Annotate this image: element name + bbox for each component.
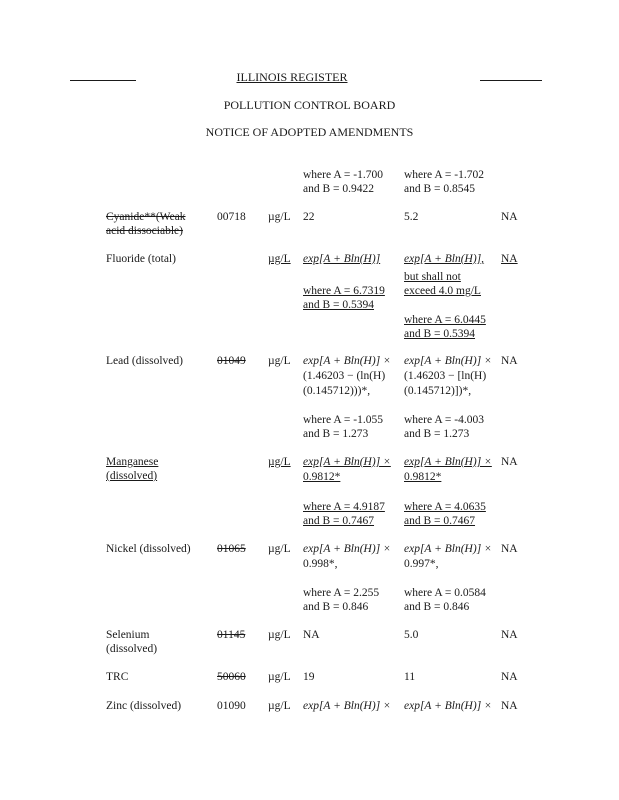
row-selenium-a: NA [303,629,320,641]
row-lead-name: Lead (dissolved) [106,355,183,367]
row-fluoride-name: Fluoride (total) [106,253,176,265]
row-selenium-name: Selenium [106,629,150,641]
row-fluoride-a: exp[A + Bln(H)] [303,253,381,265]
row-zinc-b: exp[A + Bln(H)] × [404,700,492,712]
row-zinc-name: Zinc (dissolved) [106,700,182,712]
row-trc-b: 11 [404,671,416,683]
row-lead-b1: exp[A + Bln(H)] × [404,355,492,367]
row-manganese-a-where1: where A = 4.9187 [303,501,385,513]
row-nickel-a1: exp[A + Bln(H)] × [303,543,391,555]
row-manganese-c: NA [501,456,518,468]
header-rule-left [70,80,136,81]
row-cyanide-c: NA [501,211,518,223]
row-lead-a-where1: where A = -1.055 [303,414,383,426]
row-selenium-code: 01145 [217,629,246,641]
top-col-b-line1: where A = -1.702 [404,169,484,181]
row-lead-a2: (1.46203 − (ln(H) [303,370,386,382]
row-lead-a3: (0.145712)))*, [303,385,371,397]
row-manganese-name2: (dissolved) [106,470,158,482]
row-cyanide-b: 5.2 [404,211,419,223]
row-lead-c: NA [501,355,518,367]
row-lead-b-where1: where A = -4.003 [404,414,484,426]
row-nickel-b-where2: and B = 0.846 [404,601,470,613]
row-zinc-a: exp[A + Bln(H)] × [303,700,391,712]
row-lead-b3: (0.145712)])*, [404,385,472,397]
row-lead-b-where2: and B = 1.273 [404,428,470,440]
top-col-a-line2: and B = 0.9422 [303,183,375,195]
row-fluoride-b-where1: where A = 6.0445 [404,314,486,326]
row-fluoride-unit: µg/L [268,253,291,265]
row-nickel-c: NA [501,543,518,555]
row-cyanide-a: 22 [303,211,315,223]
row-fluoride-a-where1: where A = 6.7319 [303,285,385,297]
row-lead-code: 01049 [217,355,246,367]
top-col-a-line1: where A = -1.700 [303,169,383,181]
row-lead-a-where2: and B = 1.273 [303,428,369,440]
row-fluoride-b3: exceed 4.0 mg/L [404,285,481,297]
row-fluoride-b-where2: and B = 0.5394 [404,328,476,340]
row-nickel-unit: µg/L [268,543,291,555]
row-selenium-name2: (dissolved) [106,643,158,655]
row-selenium-b: 5.0 [404,629,419,641]
row-nickel-code: 01065 [217,543,246,555]
row-nickel-name: Nickel (dissolved) [106,543,191,555]
row-lead-a1: exp[A + Bln(H)] × [303,355,391,367]
row-manganese-b-where2: and B = 0.7467 [404,515,476,527]
row-manganese-a1: exp[A + Bln(H)] × [303,456,391,468]
row-trc-c: NA [501,671,518,683]
row-manganese-b-where1: where A = 4.0635 [404,501,486,513]
row-trc-code: 50060 [217,671,246,683]
row-trc-unit: µg/L [268,671,291,683]
row-nickel-b2: 0.997*, [404,558,439,570]
row-cyanide-unit: µg/L [268,211,291,223]
row-cyanide-name: Cyanide**(Weak [106,211,186,223]
board-title: POLLUTION CONTROL BOARD [223,98,396,112]
row-cyanide-code: 00718 [217,211,246,223]
row-manganese-b1: exp[A + Bln(H)] × [404,456,492,468]
row-manganese-name: Manganese [106,456,159,468]
row-zinc-c: NA [501,700,518,712]
row-fluoride-c: NA [501,253,518,265]
register-title: ILLINOIS REGISTER [236,70,348,84]
row-manganese-a-where2: and B = 0.7467 [303,515,375,527]
row-zinc-unit: µg/L [268,700,291,712]
row-nickel-b-where1: where A = 0.0584 [404,587,486,599]
row-manganese-b2: 0.9812* [404,471,442,483]
row-nickel-a2: 0.998*, [303,558,338,570]
row-cyanide-name2: acid dissociable) [106,225,183,237]
row-fluoride-a-where2: and B = 0.5394 [303,299,375,311]
row-nickel-b1: exp[A + Bln(H)] × [404,543,492,555]
row-fluoride-b: exp[A + Bln(H)], [404,253,485,265]
row-zinc-code: 01090 [217,700,246,712]
row-selenium-unit: µg/L [268,629,291,641]
row-trc-a: 19 [303,671,315,683]
row-manganese-unit: µg/L [268,456,291,468]
row-lead-unit: µg/L [268,355,291,367]
notice-title: NOTICE OF ADOPTED AMENDMENTS [205,125,414,139]
row-selenium-c: NA [501,629,518,641]
header-rule-right [480,80,542,81]
row-nickel-a-where1: where A = 2.255 [303,587,380,599]
row-fluoride-b2: but shall not [404,271,461,283]
row-lead-b2: (1.46203 − [ln(H) [404,370,487,382]
row-trc-name: TRC [106,671,129,683]
row-manganese-a2: 0.9812* [303,471,341,483]
row-nickel-a-where2: and B = 0.846 [303,601,369,613]
top-col-b-line2: and B = 0.8545 [404,183,476,195]
